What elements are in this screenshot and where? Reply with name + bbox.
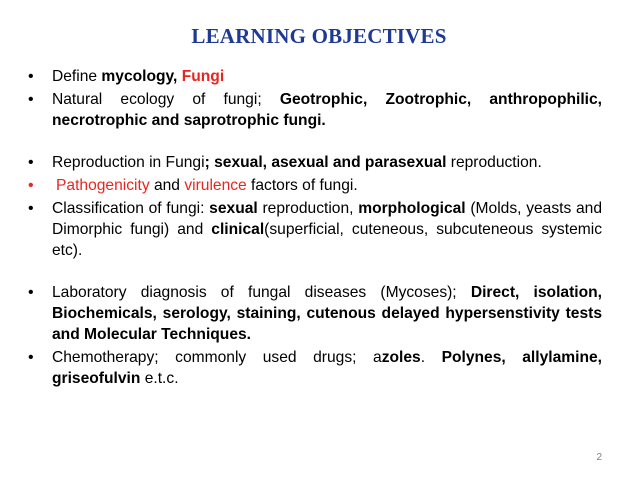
text-span: Geotrophic, Zootrophic, anthropophilic, necrotrophic and saprotrophic fungi.	[52, 91, 602, 129]
list-item-reproduction	[28, 152, 602, 173]
page-number: 2	[596, 452, 602, 463]
text-span: virulence	[184, 177, 247, 194]
text-span: clinical	[211, 221, 265, 238]
text-span: zoles	[381, 349, 421, 366]
list-item-pathogenicity	[28, 175, 602, 196]
text-span: Reproduction in Fungi	[52, 154, 205, 171]
list-item-define	[28, 66, 602, 87]
text-span: (superficial, cuteneous, subcuteneous systemic etc).	[52, 221, 602, 259]
text-span: factors of fungi.	[246, 177, 358, 194]
text-span: sexual	[209, 200, 258, 217]
text-span: e.t.c.	[140, 370, 179, 387]
text-span: Polynes, allylamine, griseofulvin	[52, 349, 603, 387]
text-span: morphological	[358, 200, 466, 217]
text-span: reproduction,	[257, 200, 359, 217]
text-span: Natural ecology of fungi;	[52, 91, 280, 108]
text-span: mycology,	[101, 68, 178, 85]
slide-title: LEARNING OBJECTIVES	[191, 24, 447, 48]
text-span: Direct, isolation, Biochemicals, serology, staining, cutenous delayed hypersenstivity tests and Molecular Techniques.	[52, 284, 602, 343]
objectives-list	[28, 66, 602, 389]
list-item-classification	[28, 198, 602, 261]
list-item-chemotherapy	[28, 347, 602, 389]
text-span: .	[420, 349, 442, 366]
list-item-diagnosis	[28, 282, 602, 345]
list-item-ecology	[28, 89, 602, 131]
text-span: Laboratory diagnosis of fungal diseases (Mycoses);	[52, 284, 471, 301]
text-span: Pathogenicity	[56, 177, 150, 194]
text-span: reproduction.	[446, 154, 542, 171]
text-span: Classification of fungi:	[52, 200, 210, 217]
text-span: Define	[52, 68, 102, 85]
text-span: ; sexual, asexual and parasexual	[204, 154, 447, 171]
text-span: (Molds, yeasts and Dimorphic fungi) and	[52, 200, 602, 238]
text-span: Chemotherapy; commonly used drugs; a	[52, 349, 382, 366]
text-span: Fungi	[181, 68, 225, 85]
text-span: and	[149, 177, 185, 194]
